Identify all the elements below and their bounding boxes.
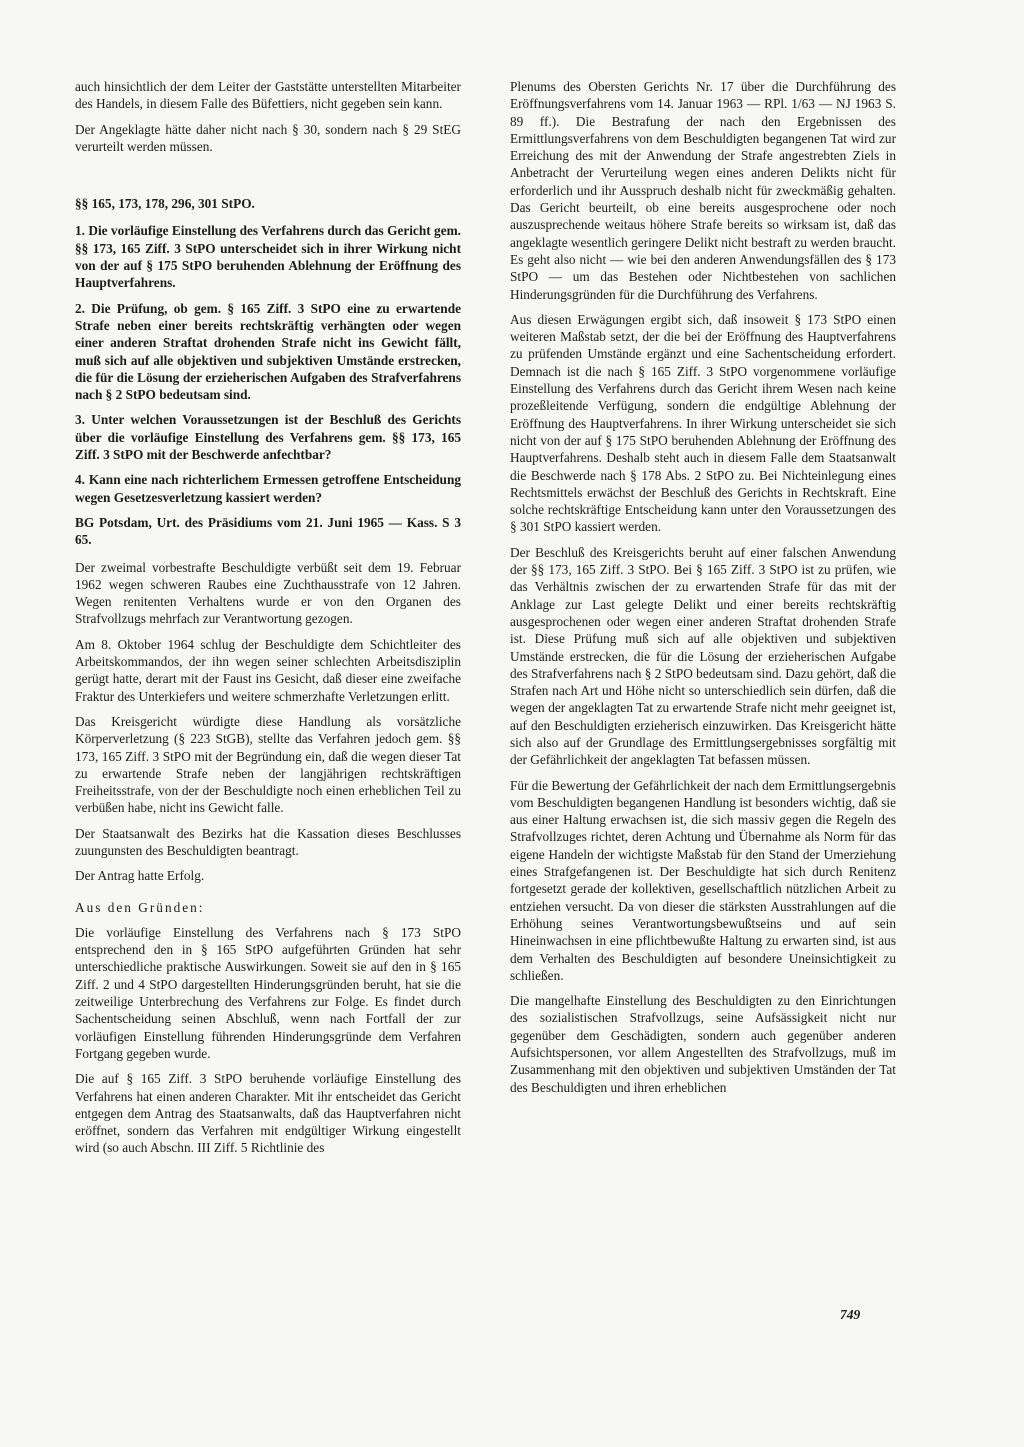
body-paragraph: Plenums des Obersten Gerichts Nr. 17 über die Durchführung des Eröffnungsverfahrens vom 14. Januar 1963 — RPl. 1/63 — NJ 1963 S. 89 ff.). Die Bestrafung der nach den Ergebnissen des Ermittlungsverfahrens von dem Beschuldigten begangenen Tat wird zur Erreichung des mit der Anwendung der Strafe angestrebten Ziels in Anbetracht der Verurteilung wegen eines anderen Delikts nicht für erforderlich und ihr Ausspruch deshalb nicht für zweckmäßig gehalten. Das Gericht beurteilt, ob eine bereits ausgesprochene oder noch auszusprechende weitaus höhere Strafe bereits so wirksam ist, daß das angeklagte wesentlich geringere Delikt nicht bestraft zu werden braucht. Es geht also nicht — wie bei den anderen Anwendungsfällen des § 173 StPO — um das Bestehen oder Nichtbestehen von sachlichen Hinderungsgründen für die Durchführung des Verfahrens. — [510, 79, 896, 302]
left-column — [75, 78, 461, 1165]
right-column — [510, 78, 896, 1104]
facts-paragraph: Der Antrag hatte Erfolg. — [75, 868, 205, 884]
reasons-heading: Aus den Gründen: — [75, 899, 205, 915]
thesis-paragraph: 2. Die Prüfung, ob gem. § 165 Ziff. 3 StPO eine zu erwartende Strafe neben einer bereits rechtskräftig verhängten oder wegen einer anderen Straftat drohenden Strafe nicht ins Gewicht fällt, muß sich auf alle objektiven und subjektiven Umstände erstrecken, die für die Lösung der erzieherischen Aufgaben des Strafverfahrens nach § 2 StPO bedeutsam sind. — [75, 300, 461, 403]
court-citation: BG Potsdam, Urt. des Präsidiums vom 21. Juni 1965 — Kass. S 3 65. — [75, 514, 461, 548]
body-paragraph: Die mangelhafte Einstellung des Beschuldigten zu den Einrichtungen des sozialistischen Strafvollzugs, seine Aufsässigkeit nicht nur gegenüber dem Geschädigten, sondern auch gegenüber anderen Aufsichtspersonen, vor allem Angestellten des Strafvollzugs, muß im Zusammenhang mit den objektiven und subjektiven Umständen der Tat des Beschuldigten und ihren erheblichen — [510, 993, 896, 1095]
thesis-paragraph: 1. Die vorläufige Einstellung des Verfahrens durch das Gericht gem. §§ 173, 165 Ziff. 3 StPO unterscheidet sich in ihrer Wirkung nicht von der auf § 175 StPO beruhenden Ablehnung der Eröffnung des Hauptverfahrens. — [75, 223, 461, 291]
thesis-paragraph: 3. Unter welchen Voraussetzungen ist der Beschluß des Gerichts über die vorläufige Einstellung des Verfahrens gem. §§ 173, 165 Ziff. 3 StPO mit der Beschwerde anfechtbar? — [75, 412, 461, 463]
reasons-paragraph: Die vorläufige Einstellung des Verfahrens nach § 173 StPO entsprechend den in § 165 StPO aufgeführten Gründen hat sehr unterschiedliche praktische Auswirkungen. Soweit sie auf den in § 165 Ziff. 2 und 4 StPO dargestellten Hinderungsgründen beruht, hat sie die zeitweilige Unterbrechung des Verfahrens zur Folge. Es findet durch Sachentscheidung seinen Abschluß, wenn nach Fortfall der zur vorläufigen Einstellung führenden Hinderungsgründe dem Verfahren Fortgang gegeben wurde. — [75, 924, 461, 1061]
facts-paragraph: Das Kreisgericht würdigte diese Handlung als vorsätzliche Körperverletzung (§ 223 StGB), stellte das Verfahren jedoch gem. §§ 173, 165 Ziff. 3 StPO mit der Begründung ein, daß die wegen dieser Tat zu erwartende Strafe neben der langjährigen rechtskräftigen Freiheitsstrafe, von der der Beschuldigte noch einen erheblichen Teil zu verbüßen habe, nicht ins Gewicht falle. — [75, 713, 461, 816]
reasons-paragraph: Die auf § 165 Ziff. 3 StPO beruhende vorläufige Einstellung des Verfahrens hat einen anderen Charakter. Mit ihr entscheidet das Gericht entgegen dem Antrag des Staatsanwalts, daß das Hauptverfahren nicht eröffnet, sondern das Verfahren mit endgültiger Wirkung eingestellt wird (so auch Abschn. III Ziff. 5 Richtlinie des — [75, 1071, 461, 1156]
statute-heading: §§ 165, 173, 178, 296, 301 StPO. — [75, 196, 255, 212]
body-paragraph: Für die Bewertung der Gefährlichkeit der nach dem Ermittlungsergebnis vom Beschuldigten begangenen Handlung ist besonders wichtig, daß sie aus einer Haltung erwachsen ist, die sich massiv gegen die Regeln des Strafvollzuges richtet, deren Achtung und Übernahme als Norm für das eigene Handeln der wichtigste Maßstab für den Stand der Umerziehung eines Strafgefangenen ist. Der Beschuldigte hat sich durch Renitenz fortgesetzt gerade der kollektiven, gesellschaftlich nützlichen Arbeit zu entziehen versucht. Da von dieser die stärksten Ausstrahlungen auf die Erhöhung seines Verantwortungsbewußtseins und auf sein Hineinwachsen in eine pflichtbewußte Haltung zu erwarten sind, ist aus dem Verhalten des Beschuldigten auf besondere Uneinsichtigkeit zu schließen. — [510, 777, 896, 983]
intro-paragraph: auch hinsichtlich der dem Leiter der Gaststätte unterstellten Mitarbeiter des Handels, in diesem Falle des Büfettiers, nicht gegeben sein kann. — [75, 79, 461, 112]
thesis-paragraph: 4. Kann eine nach richterlichem Ermessen getroffene Entscheidung wegen Gesetzesverletzung kassiert werden? — [75, 472, 461, 505]
body-paragraph: Der Beschluß des Kreisgerichts beruht auf einer falschen Anwendung der §§ 173, 165 Ziff. 3 StPO. Bei § 165 Ziff. 3 StPO ist zu prüfen, wie das Verhältnis zwischen der zu erwartenden Strafe für das mit der Anklage zur Last gelegte Delikt und einer bereits rechtskräftig ausgesprochenen oder wegen einer anderen Straftat drohenden Strafe ist. Diese Prüfung muß sich auf alle objektiven und subjektiven Umstände erstrecken, die für die Lösung der erzieherischen Aufgabe des Strafverfahrens nach § 2 StPO bedeutsam sind. Dazu gehört, daß die Strafen nach Art und Höhe nicht so unterschiedlich sein dürfen, daß die wegen der angeklagten Tat zu erwartende Strafe nicht mehr geeignet ist, auf den Beschuldigten erzieherisch einzuwirken. Das Kreisgericht hätte sich also auf der Grundlage des Ermittlungsergebnisses sorgfältig mit der Gefährlichkeit der angeklagten Tat befassen müssen. — [510, 544, 896, 768]
facts-paragraph: Der zweimal vorbestrafte Beschuldigte verbüßt seit dem 19. Februar 1962 wegen schweren Raubes eine Zuchthausstrafe von 12 Jahren. Wegen renitenten Verhaltens wurde er von den Organen des Strafvollzugs mehrfach zur Verantwortung gezogen. — [75, 559, 461, 627]
facts-paragraph: Am 8. Oktober 1964 schlug der Beschuldigte dem Schichtleiter des Arbeitskommandos, der ihn wegen seiner schlechten Arbeitsdisziplin gerügt hatte, derart mit der Faust ins Gesicht, daß dieser eine zweifache Fraktur des Unterkiefers und weitere schmerzhafte Verletzungen erlitt. — [75, 636, 461, 704]
body-paragraph: Aus diesen Erwägungen ergibt sich, daß insoweit § 173 StPO einen weiteren Maßstab setzt, der die bei der Eröffnung des Hauptverfahrens zu prüfenden Umstände ergänzt und eine Sachentscheidung erfordert. Demnach ist die nach § 165 Ziff. 3 StPO vorgenommene vorläufige Einstellung des Verfahrens durch das Gericht ihrem Wesen nach keine prozeßleitende Verfügung, sondern die endgültige Ablehnung der Eröffnung des Hauptverfahrens. In ihrer Wirkung unterscheidet sie sich nicht von der auf § 175 StPO beruhenden Ablehnung der Eröffnung des Hauptverfahrens. Deshalb steht auch in diesem Falle dem Staatsanwalt die Beschwerde nach § 178 Abs. 2 StPO zu. Bei Nichteinlegung eines Rechtsmittels erwächst der Beschluß des Gerichts in Rechtskraft. Eine solche rechtskräftige Entscheidung kann unter den Voraussetzungen des § 301 StPO kassiert werden. — [510, 311, 896, 535]
facts-paragraph: Der Staatsanwalt des Bezirks hat die Kassation dieses Beschlusses zuungunsten des Beschuldigten beantragt. — [75, 825, 461, 858]
intro-paragraph: Der Angeklagte hätte daher nicht nach § 30, sondern nach § 29 StEG verurteilt werden müssen. — [75, 121, 461, 154]
page-number: 749 — [840, 1307, 861, 1322]
